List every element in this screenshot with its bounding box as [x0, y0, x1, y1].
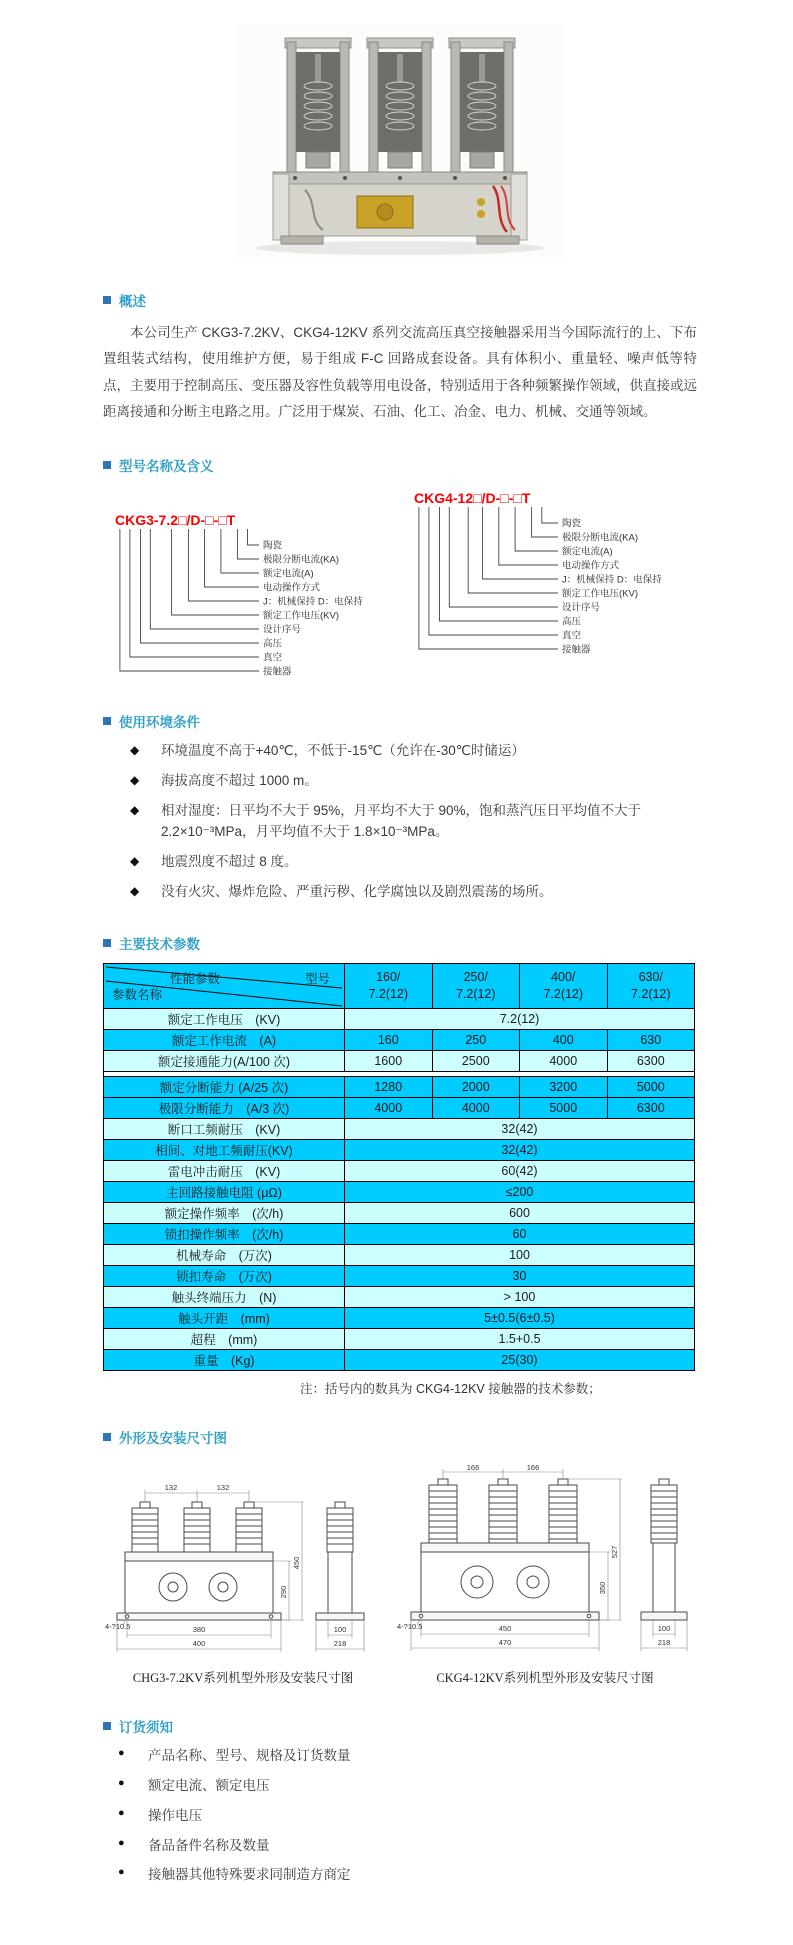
- svg-text:CKG4-12□/D-□-□T: CKG4-12□/D-□-□T: [414, 490, 531, 507]
- drawing-ckg4-svg: [395, 1465, 695, 1660]
- svg-text:527: 527: [610, 1545, 619, 1559]
- environment-item: [103, 741, 697, 762]
- param-value-cell: 5±0.5(6±0.5): [345, 1307, 695, 1328]
- param-value-cell: 4000: [432, 1097, 520, 1118]
- svg-text:额定电流(A): 额定电流(A): [263, 568, 314, 580]
- environment-item: [103, 852, 697, 873]
- section-bullet-icon: [103, 296, 111, 304]
- parameters-table: [103, 963, 695, 1371]
- product-photo: [235, 24, 565, 262]
- svg-text:电动操作方式: 电动操作方式: [263, 582, 321, 594]
- environment-list: [103, 741, 697, 903]
- list-item-text: 操作电压: [148, 1807, 202, 1823]
- svg-text:218: 218: [333, 1638, 347, 1648]
- section-environment: [103, 711, 697, 903]
- corner-model-label: 型号: [304, 971, 330, 986]
- column-header: 630/ 7.2(12): [607, 963, 695, 1008]
- svg-text:470: 470: [498, 1637, 512, 1647]
- list-item-text: 地震烈度不超过 8 度。: [161, 853, 298, 869]
- table-row: [104, 1223, 695, 1244]
- param-label-cell: 触头终端压力 (N): [104, 1286, 345, 1307]
- section-bullet-icon: [103, 939, 111, 947]
- svg-text:额定电流(A): 额定电流(A): [562, 546, 613, 558]
- param-value-cell: 1280: [345, 1076, 433, 1097]
- param-value-cell: 32(42): [345, 1118, 695, 1139]
- param-value-cell: 100: [345, 1244, 695, 1265]
- diamond-bullet-icon: ◆: [130, 803, 140, 818]
- section-title-model: [103, 455, 697, 475]
- table-row: [104, 1008, 695, 1029]
- param-label-cell: 断口工频耐压 (KV): [104, 1118, 345, 1139]
- svg-text:132: 132: [216, 1482, 230, 1492]
- param-value-cell: 4000: [520, 1050, 608, 1071]
- svg-text:J：机械保持 D：电保持: J：机械保持 D：电保持: [562, 574, 662, 586]
- svg-text:CKG3-7.2□/D-□-□T: CKG3-7.2□/D-□-□T: [115, 512, 236, 529]
- list-item-text: 环境温度不高于+40℃，不低于-15℃（允许在-30℃时储运）: [161, 743, 525, 759]
- table-row: [104, 1307, 695, 1328]
- corner-performance-label: 性能参数: [170, 971, 221, 986]
- section-bullet-icon: [103, 717, 111, 725]
- param-value-cell: 2000: [432, 1076, 520, 1097]
- param-label-cell: 锁扣操作频率 (次/h): [104, 1223, 345, 1244]
- table-row: [104, 1265, 695, 1286]
- drawing-caption: CHG3-7.2KV系列机型外形及安装尺寸图: [132, 1670, 354, 1685]
- table-row: [104, 1076, 695, 1097]
- param-value-cell: 60: [345, 1223, 695, 1244]
- svg-text:设计序号: 设计序号: [263, 624, 302, 636]
- param-value-cell: 5000: [520, 1097, 608, 1118]
- table-row: [104, 1244, 695, 1265]
- param-label-cell: 极限分断能力 (A/3 次): [104, 1097, 345, 1118]
- svg-text:100: 100: [657, 1623, 671, 1633]
- table-row: [104, 1139, 695, 1160]
- svg-text:218: 218: [657, 1637, 671, 1647]
- param-label-cell: 雷电冲击耐压 (KV): [104, 1160, 345, 1181]
- svg-text:真空: 真空: [263, 652, 283, 664]
- svg-text:接触器: 接触器: [263, 666, 292, 678]
- param-value-cell: 25(30): [345, 1349, 695, 1370]
- ordering-item: [103, 1806, 697, 1827]
- table-row: [104, 1349, 695, 1370]
- param-label-cell: 额定工作电流 (A): [104, 1029, 345, 1050]
- table-row: [104, 1328, 695, 1349]
- section-bullet-icon: [103, 1433, 111, 1441]
- param-value-cell: 3200: [520, 1076, 608, 1097]
- svg-text:J：机械保持 D：电保持: J：机械保持 D：电保持: [263, 596, 363, 608]
- svg-text:真空: 真空: [562, 630, 582, 642]
- table-note: 注：括号内的数具为 CKG4-12KV 接触器的技术参数；: [300, 1381, 601, 1396]
- param-value-cell: 600: [345, 1202, 695, 1223]
- param-label-cell: 额定接通能力(A/100 次): [104, 1050, 345, 1071]
- param-value-cell: > 100: [345, 1286, 695, 1307]
- svg-text:陶瓷: 陶瓷: [263, 540, 283, 552]
- overview-paragraph: 本公司生产 CKG3-7.2KV、CKG4-12KV 系列交流高压真空接触器采用当今国际流行的上、下布置组装式结构，使用维护方便，易于组成 F-C 回路成套设备。具有体积小、重量轻、噪声低等特点，主要用于控制高压、变压器及容性负载等用电设备，特别适用于各种频繁操作领域，供直接或远距离接通和分断主电路之用。广泛用于煤炭、石油、化工、冶金、电力、机械、交通等领域。: [103, 325, 697, 419]
- svg-text:高压: 高压: [562, 616, 582, 628]
- param-label-cell: 额定工作电压 (KV): [104, 1008, 345, 1029]
- section-model-naming: [103, 455, 697, 681]
- param-label-cell: 机械寿命 (万次): [104, 1244, 345, 1265]
- svg-text:极限分断电流(KA): 极限分断电流(KA): [263, 554, 340, 566]
- dimension-drawings: [103, 1465, 697, 1686]
- svg-text:额定工作电压(KV): 额定工作电压(KV): [263, 610, 340, 622]
- table-header-row: [104, 963, 695, 1008]
- list-item-text: 没有火灾、爆炸危险、严重污秽、化学腐蚀以及剧烈震荡的场所。: [161, 883, 553, 899]
- param-value-cell: 160: [345, 1029, 433, 1050]
- svg-text:400: 400: [192, 1638, 206, 1648]
- column-header: 160/ 7.2(12): [345, 963, 433, 1008]
- ordering-item: [103, 1746, 697, 1767]
- model-diagram-ckg3: [111, 511, 396, 681]
- param-value-cell: 1600: [345, 1050, 433, 1071]
- product-photo-container: [103, 24, 697, 262]
- column-header: 400/ 7.2(12): [520, 963, 608, 1008]
- table-row: [104, 1097, 695, 1118]
- drawing-ckg3: [103, 1480, 383, 1686]
- ordering-list: [103, 1746, 697, 1887]
- param-label-cell: 额定操作频率 (次/h): [104, 1202, 345, 1223]
- section-parameters: [103, 933, 697, 1397]
- svg-text:电动操作方式: 电动操作方式: [562, 560, 620, 572]
- circle-bullet-icon: ●: [118, 1866, 125, 1879]
- model-diagrams: [103, 489, 697, 681]
- ordering-item: [103, 1776, 697, 1797]
- param-label-cell: 主回路接触电阻 (μΩ): [104, 1181, 345, 1202]
- diamond-bullet-icon: ◆: [130, 773, 140, 788]
- section-title-text: 型号名称及含义: [119, 459, 214, 475]
- section-ordering: [103, 1716, 697, 1887]
- section-title-dimensions: [103, 1427, 697, 1447]
- section-bullet-icon: [103, 1722, 111, 1730]
- list-item-text: 海拔高度不超过 1000 m。: [161, 773, 318, 789]
- list-item-text: 相对湿度：日平均不大于 95%，月平均不大于 90%，饱和蒸汽压日平均值不大于 2.2×10⁻³MPa，月平均值不大于 1.8×10⁻³MPa。: [161, 803, 642, 840]
- list-item-text: 备品备件名称及数量: [148, 1837, 270, 1853]
- ordering-item: [103, 1836, 697, 1857]
- param-value-cell: 5000: [607, 1076, 695, 1097]
- svg-text:100: 100: [333, 1624, 347, 1634]
- model-diagram-ckg4: [410, 489, 695, 659]
- svg-text:4-?10.5: 4-?10.5: [105, 1621, 131, 1631]
- table-row: [104, 1029, 695, 1050]
- param-value-cell: 400: [520, 1029, 608, 1050]
- param-value-cell: 6300: [607, 1050, 695, 1071]
- section-title-text: 概述: [119, 294, 146, 309]
- param-value-cell: 60(42): [345, 1160, 695, 1181]
- svg-text:166: 166: [466, 1464, 480, 1472]
- corner-cell: [104, 963, 345, 1008]
- environment-item: [103, 801, 697, 843]
- param-value-cell: 32(42): [345, 1139, 695, 1160]
- param-label-cell: 超程 (mm): [104, 1328, 345, 1349]
- ordering-item: [103, 1865, 697, 1886]
- section-title-text: 使用环境条件: [119, 715, 200, 731]
- list-item-text: 接触器其他特殊要求同制造方商定: [148, 1867, 351, 1883]
- diamond-bullet-icon: ◆: [130, 743, 140, 758]
- param-value-cell: 630: [607, 1029, 695, 1050]
- section-title-text: 外形及安装尺寸图: [119, 1430, 227, 1446]
- drawing-caption: CKG4-12KV系列机型外形及安装尺寸图: [436, 1670, 654, 1685]
- section-title-ordering: [103, 1716, 697, 1736]
- table-row: [104, 1160, 695, 1181]
- diamond-bullet-icon: ◆: [130, 883, 140, 898]
- param-value-cell: 250: [432, 1029, 520, 1050]
- param-label-cell: 额定分断能力 (A/25 次): [104, 1076, 345, 1097]
- svg-text:290: 290: [279, 1585, 288, 1599]
- section-overview: [103, 290, 697, 425]
- svg-text:接触器: 接触器: [562, 644, 591, 656]
- list-item-text: 额定电流、额定电压: [148, 1777, 270, 1793]
- section-dimensions: [103, 1427, 697, 1686]
- column-header: 250/ 7.2(12): [432, 963, 520, 1008]
- circle-bullet-icon: ●: [118, 1776, 125, 1789]
- svg-text:166: 166: [526, 1464, 540, 1472]
- table-row: [104, 1286, 695, 1307]
- param-value-cell: 1.5+0.5: [345, 1328, 695, 1349]
- svg-text:450: 450: [292, 1556, 301, 1570]
- environment-item: [103, 771, 697, 792]
- svg-text:380: 380: [192, 1624, 206, 1634]
- svg-text:极限分断电流(KA): 极限分断电流(KA): [562, 532, 639, 544]
- circle-bullet-icon: ●: [118, 1746, 125, 1759]
- svg-text:设计序号: 设计序号: [562, 602, 601, 614]
- param-value-cell: 4000: [345, 1097, 433, 1118]
- drawing-ckg3-svg: [103, 1480, 383, 1660]
- param-label-cell: 触头开距 (mm): [104, 1307, 345, 1328]
- param-value-cell: ≤200: [345, 1181, 695, 1202]
- section-title-environment: [103, 711, 697, 731]
- svg-text:450: 450: [498, 1623, 512, 1633]
- svg-text:额定工作电压(KV): 额定工作电压(KV): [562, 588, 639, 600]
- table-row: [104, 1118, 695, 1139]
- param-value-cell: 30: [345, 1265, 695, 1286]
- circle-bullet-icon: ●: [118, 1836, 125, 1849]
- circle-bullet-icon: ●: [118, 1806, 125, 1819]
- param-value-cell: 2500: [432, 1050, 520, 1071]
- section-bullet-icon: [103, 461, 111, 469]
- svg-text:陶瓷: 陶瓷: [562, 518, 582, 530]
- section-title-text: 订货须知: [119, 1719, 173, 1735]
- section-title-parameters: [103, 933, 697, 953]
- environment-item: [103, 882, 697, 903]
- param-value-cell: 6300: [607, 1097, 695, 1118]
- table-row: [104, 1050, 695, 1071]
- svg-text:高压: 高压: [263, 638, 283, 650]
- diamond-bullet-icon: ◆: [130, 853, 140, 868]
- param-label-cell: 锁扣寿命 (万次): [104, 1265, 345, 1286]
- list-item-text: 产品名称、型号、规格及订货数量: [148, 1747, 351, 1763]
- section-title-text: 主要技术参数: [119, 936, 200, 952]
- param-label-cell: 相间、对地工频耐压(KV): [104, 1139, 345, 1160]
- svg-text:4-?10.5: 4-?10.5: [397, 1621, 423, 1631]
- section-title-overview: [103, 290, 697, 310]
- svg-text:350: 350: [598, 1581, 607, 1595]
- param-value-cell: 7.2(12): [345, 1008, 695, 1029]
- drawing-ckg4: [395, 1465, 695, 1686]
- param-label-cell: 重量 (Kg): [104, 1349, 345, 1370]
- table-row: [104, 1202, 695, 1223]
- svg-text:132: 132: [164, 1482, 178, 1492]
- corner-param-name-label: 参数名称: [112, 987, 163, 1002]
- table-row: [104, 1181, 695, 1202]
